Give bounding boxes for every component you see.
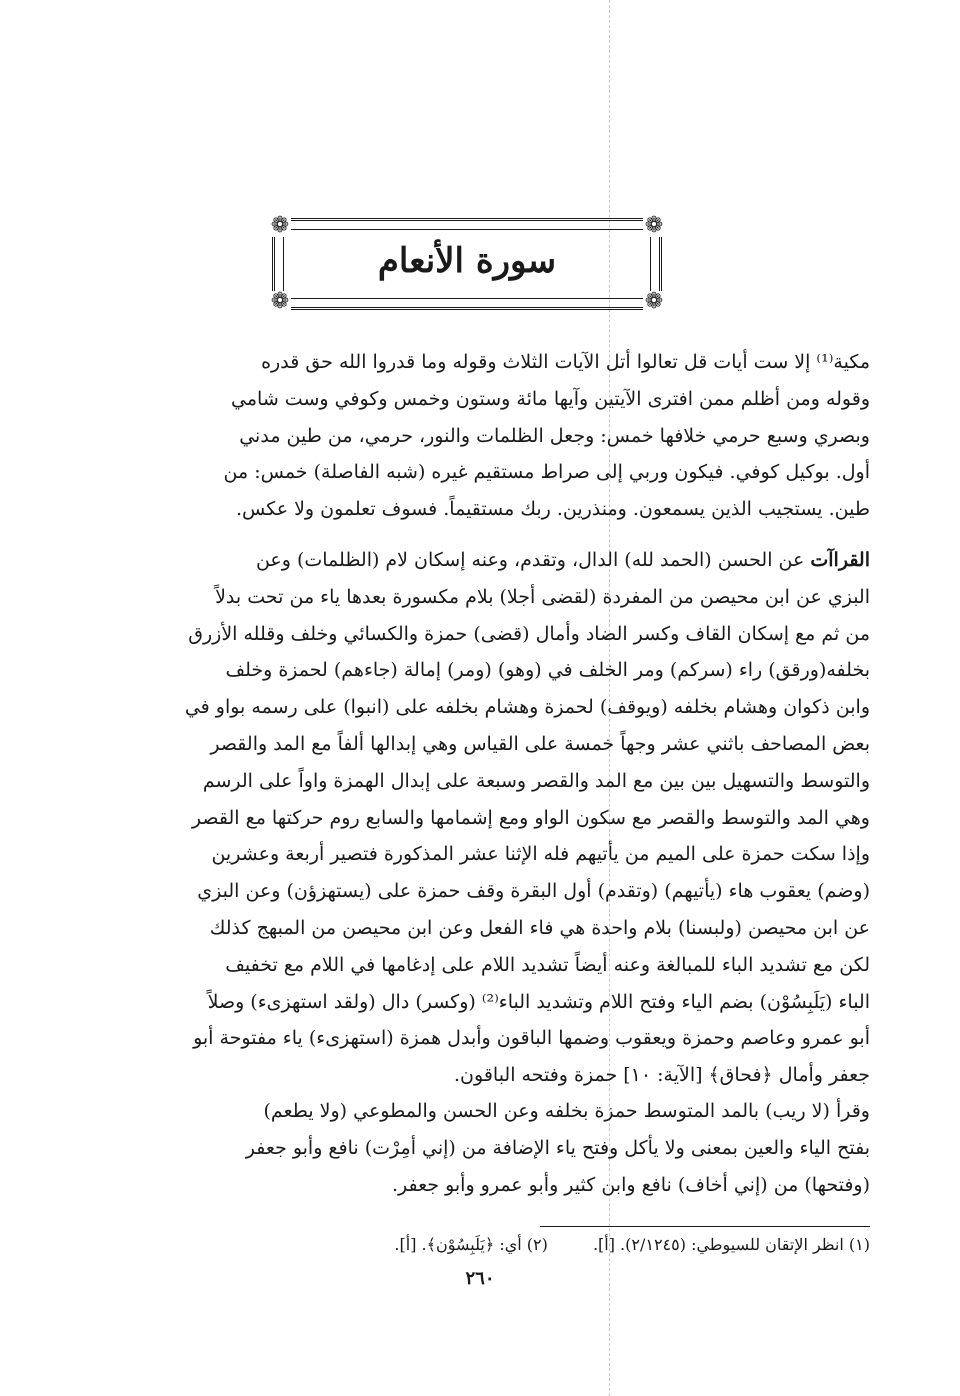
ornament-corner-icon: ❁ xyxy=(270,289,290,314)
text-line: أول. بوكيل كوفي. فيكون وربي إلى صراط مستقيم غيره (شبه الفاصلة) خمس: من xyxy=(223,461,870,484)
text-line: وابن ذكوان وهشام بخلفه (ويوقف) لحمزة وهشام بخلفه على (انبوا) على رسمه بواو في xyxy=(184,696,870,719)
surah-title: سورة الأنعام xyxy=(377,241,557,281)
text-line: جعفر وأمال ﴿فحاق﴾ [الآية: ١٠] حمزة وفتحه الباقون. xyxy=(454,1064,870,1087)
text-line: الباء (يَلَبِسُوْن) بضم الياء وفتح اللام وتشديد الباء⁽²⁾ (وكسر) دال (ولقد استهزىء) وصلاً xyxy=(207,990,870,1013)
text-line-content: عن الحسن (الحمد لله) الدال، وتقدم، وعنه إسكان لام (الظلمات) وعن xyxy=(255,549,805,571)
text-line: بفتح الياء والعين بمعنى ولا يأكل وفتح ياء الإضافة من (إني أمِرْت) نافع وأبو جعفر xyxy=(245,1136,870,1159)
footnote-separator xyxy=(540,1226,870,1227)
text-line: عن ابن محيصن (ولبسنا) بلام واحدة هي فاء الفعل وعن ابن محيصن من المبهج كذلك xyxy=(209,916,870,939)
page-number: ٢٦٠ xyxy=(465,1268,495,1289)
text-line: من ثم مع إسكان القاف وكسر الضاد وأمال (قضى) حمزة والكسائي وخلف وقلله الأزرق xyxy=(188,622,870,645)
text-line: وإذا سكت حمزة على الميم من يأتيهم فله الإثنا عشر المذكورة فتصير أربعة وعشرين xyxy=(211,843,870,866)
text-line: بعض المصاحف باثني عشر وجهاً خمسة على القياس وهي إبدالها ألفاً مع المد والقصر xyxy=(210,732,870,755)
text-line: وقرأ (لا ريب) بالمد المتوسط حمزة بخلفه وعن الحسن والمطوعي (ولا يطعم) xyxy=(263,1100,870,1122)
qiraat-paragraph xyxy=(90,542,870,1094)
text-line: بخلفه(ورقق) راء (سركم) ومر الخلف في (وهو) (ومر) إمالة (جاءهم) لحمزة وخلف xyxy=(225,659,870,682)
footnotes xyxy=(90,1232,870,1258)
text-line: لكن مع تشديد الباء للمبالغة وعنه أيضاً تشديد اللام على إدغامها في اللام مع تخفيف xyxy=(225,953,870,976)
text-line: وقوله ومن أظلم ممن افترى الآيتين وآيها مائة وستون وخمس وكوفي وست شامي xyxy=(231,387,870,410)
ornament-corner-icon: ❁ xyxy=(644,213,664,238)
text-line xyxy=(90,542,870,579)
footnote-1: (١) انظر الإتقان للسيوطي: (٢/١٢٤٥). [أ]. xyxy=(592,1235,870,1254)
text-line: أبو عمرو وعاصم وحمزة ويعقوب وضمها الباقون وأبدل همزة (استهزىء) ياء مفتوحة أبو xyxy=(193,1027,870,1050)
text-line: البزي عن ابن محيصن من المفردة (لقضى أجلا) بلام مكسورة بعدها ياء من تحت بدلاً xyxy=(215,585,870,608)
text-line: (وفتحها) من (إني أخاف) نافع وابن كثير وأبو عمرو وأبو جعفر. xyxy=(391,1173,870,1196)
text-line: والتوسط والتسهيل بين بين مع المد والقصر وسبعة على إبدال الهمزة واواً على الرسم xyxy=(202,769,870,792)
text-line: مكية⁽¹⁾ إلا ست أيات قل تعالوا أتل الآيات الثلاث وقوله وما قدروا الله حق قدره xyxy=(261,351,870,373)
intro-paragraph xyxy=(90,344,870,528)
footnote-2: (٢) أي: ﴿يَلَبِسُوْن﴾. [أ]. xyxy=(394,1235,548,1254)
surah-title-frame xyxy=(270,213,664,314)
closing-paragraph xyxy=(90,1093,870,1203)
ornament-corner-icon: ❁ xyxy=(270,213,290,238)
qiraat-heading: القراآت xyxy=(810,549,870,571)
text-line: (وضم) يعقوب هاء (يأتيهم) (وتقدم) أول البقرة وقف حمزة على (يستهزؤن) وعن البزي xyxy=(197,880,870,903)
text-line: وهي المد والتوسط والقصر مع سكون الواو ومع إشمامها والسابع روم حركتها مع القصر xyxy=(191,806,870,829)
ornament-corner-icon: ❁ xyxy=(644,289,664,314)
text-line: طين. يستجيب الذين يسمعون. ومنذرين. ربك مستقيماً. فسوف تعلمون ولا عكس. xyxy=(235,498,870,521)
text-line: وبصري وسبع حرمي خلافها خمس: وجعل الظلمات والنور، حرمي، من طين مدني xyxy=(239,424,870,447)
